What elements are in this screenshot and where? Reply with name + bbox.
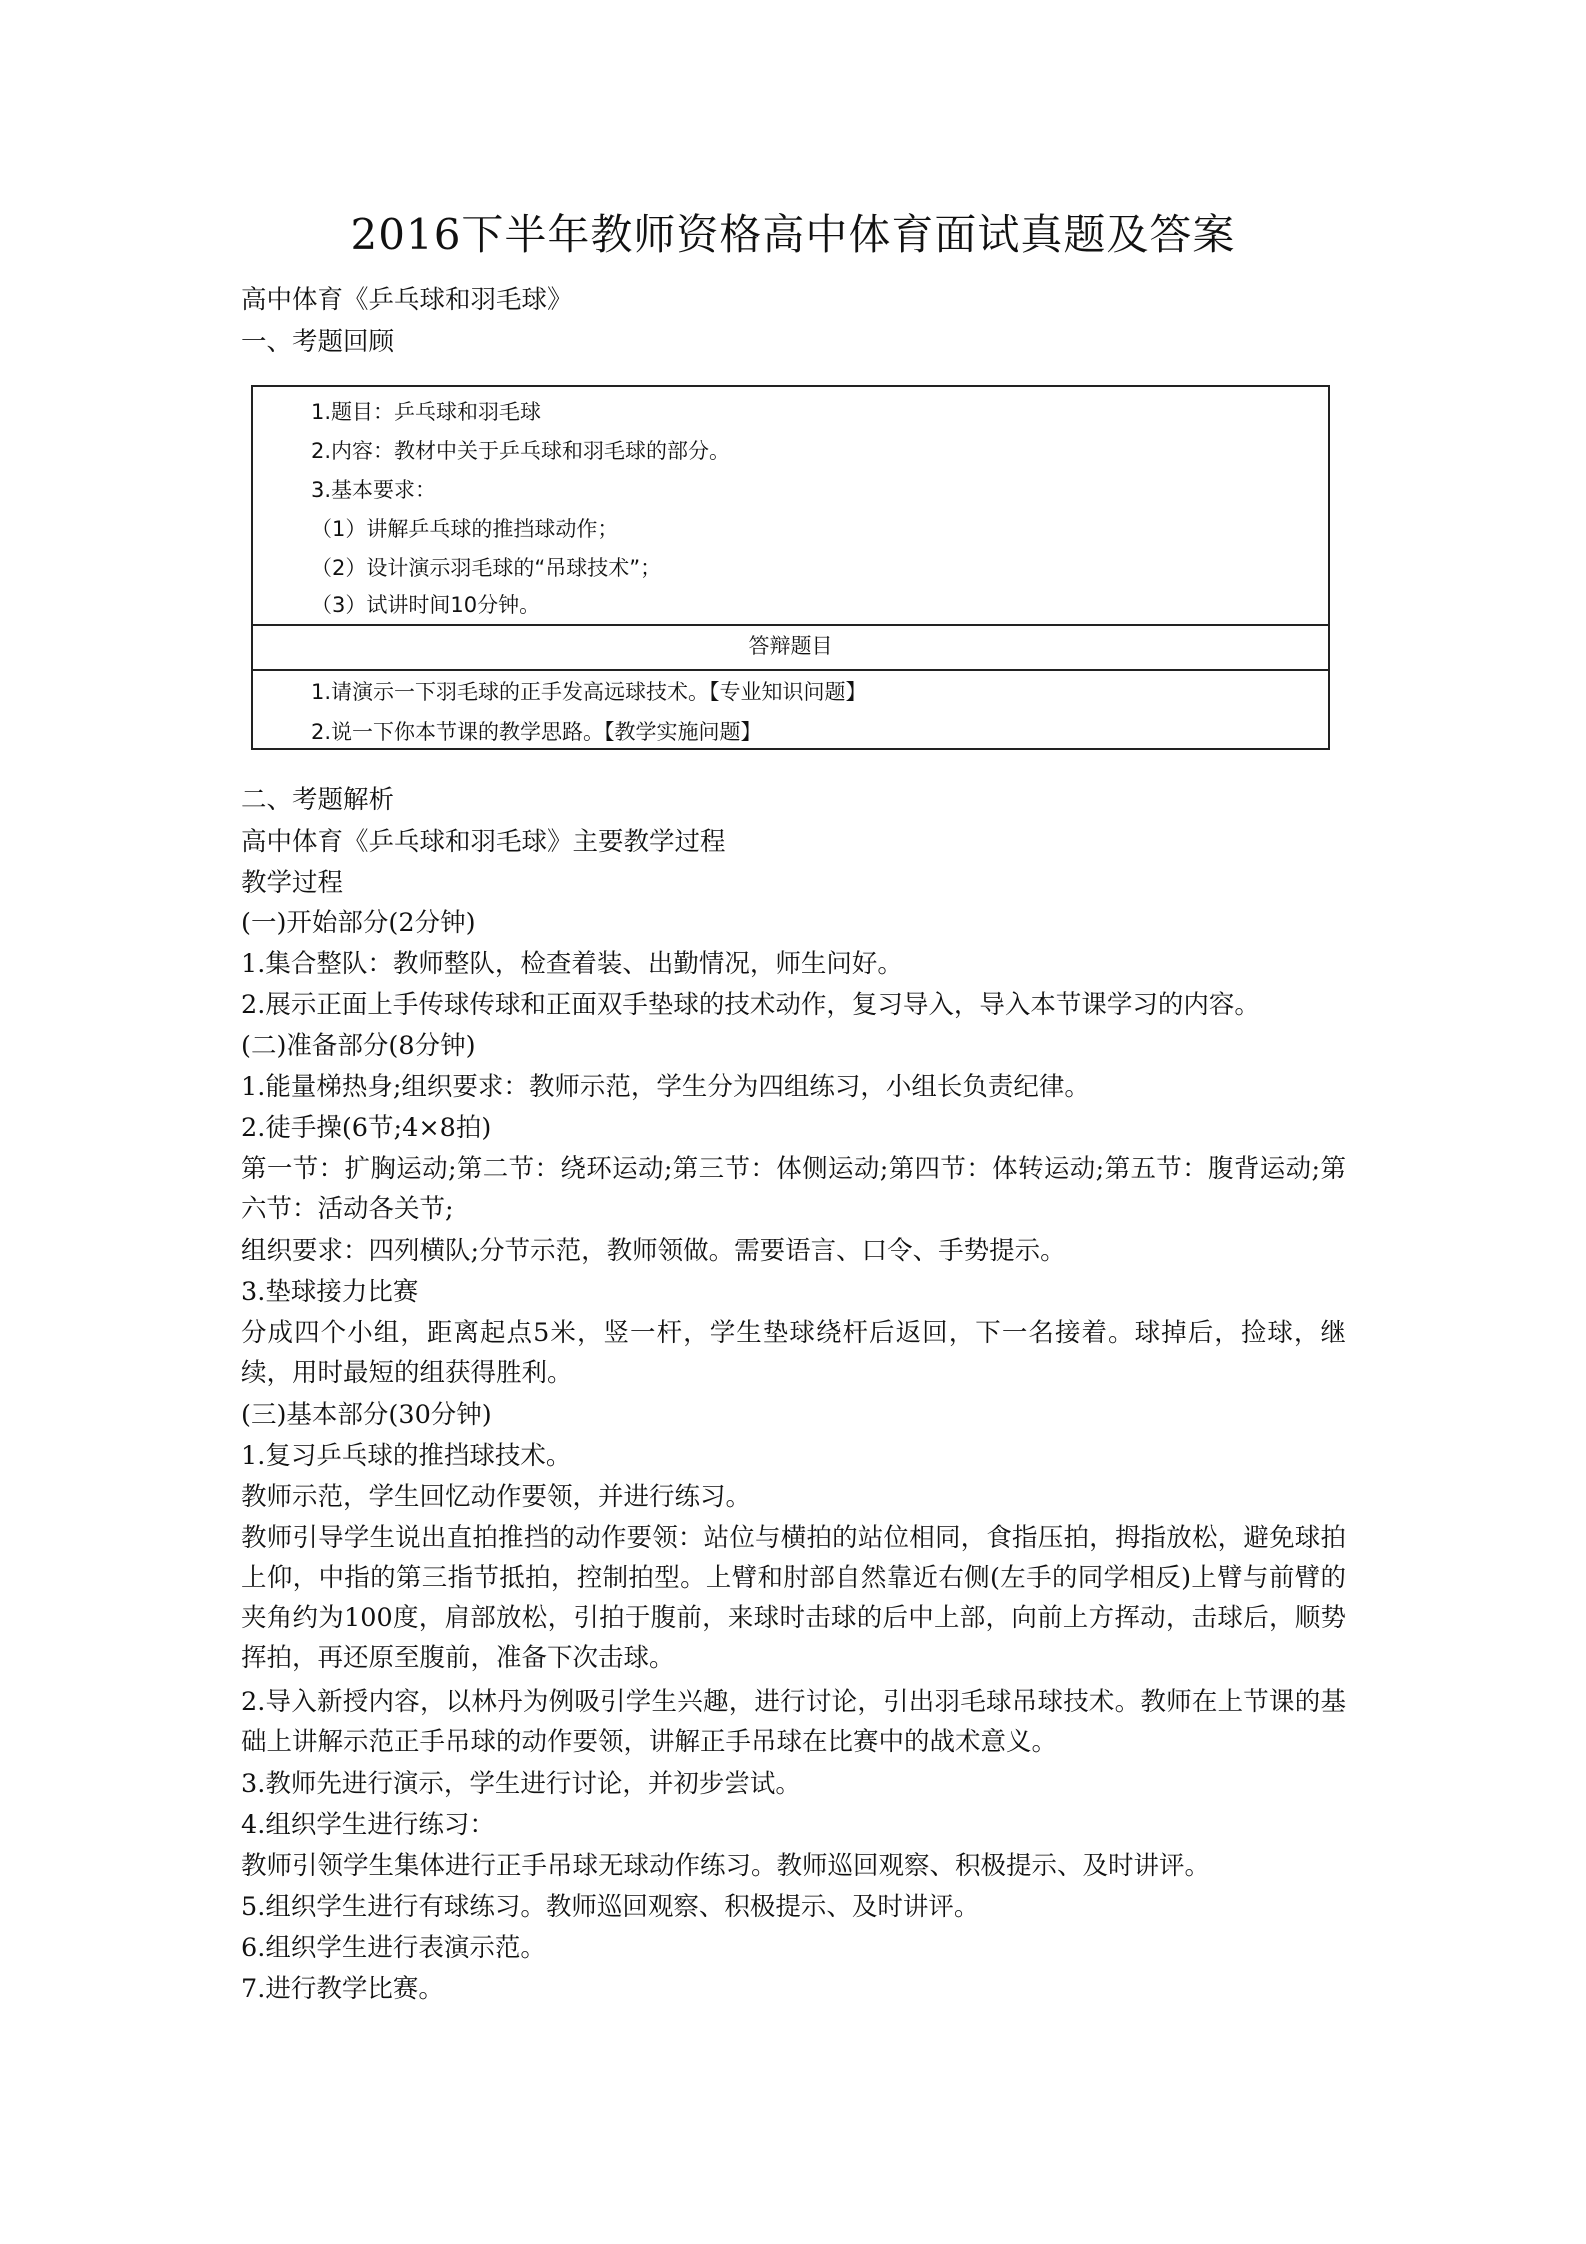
text-line: 组织要求：四列横队;分节示范，教师领做。需要语言、口令、手势提示。 [241,1236,1066,1266]
exam-question-table [251,385,1330,750]
paragraph: 分成四个小组，距离起点5米，竖一杆，学生垫球绕杆后返回，下一名接着。球掉后，捡球，继续，用时最短的组获得胜利。 [241,1318,1346,1388]
text-line: 4.组织学生进行练习： [241,1810,495,1840]
defense-question: 2.说一下你本节课的教学思路。【教学实施问题】 [311,720,762,744]
text-line: 高中体育《乒乓球和羽毛球》主要教学过程 [241,827,726,857]
requirement-line: （1）讲解乒乓球的推挡球动作； [311,517,619,541]
text-line: 3.教师先进行演示，学生进行讨论，并初步尝试。 [241,1769,801,1799]
text-line: 5.组织学生进行有球练习。教师巡回观察、积极提示、及时讲评。 [241,1892,980,1922]
text-line: 1.集合整队：教师整队，检查着装、出勤情况，师生问好。 [241,949,903,979]
paragraph: 第一节：扩胸运动;第二节：绕环运动;第三节：体侧运动;第四节：体转运动;第五节：腹背运动;第六节：活动各关节; [241,1154,1346,1224]
section-heading: 一、考题回顾 [241,327,395,357]
requirement-line: 2.内容：教材中关于乒乓球和羽毛球的部分。 [311,439,731,463]
text-line: 7.进行教学比赛。 [241,1974,444,2004]
requirement-line: （2）设计演示羽毛球的“吊球技术”； [311,556,662,580]
part-heading: (三)基本部分(30分钟) [241,1400,492,1430]
requirement-line: 1.题目：乒乓球和羽毛球 [311,400,542,424]
paragraph: 2.导入新授内容，以林丹为例吸引学生兴趣，进行讨论，引出羽毛球吊球技术。教师在上节课的基础上讲解示范正手吊球的动作要领，讲解正手吊球在比赛中的战术意义。 [241,1687,1346,1757]
paragraph: 教师引导学生说出直拍推挡的动作要领：站位与横拍的站位相同，食指压拍，拇指放松，避免球拍上仰，中指的第三指节抵拍，控制拍型。上臂和肘部自然靠近右侧(左手的同学相反)上臂与前臂的夹角约为100度，肩部放松，引拍于腹前，来球时击球的后中上部，向前上方挥动，击球后，顺势挥拍，再还原至腹前，准备下次击球。 [241,1523,1346,1673]
text-line: 6.组织学生进行表演示范。 [241,1933,546,1963]
document-title: 2016下半年教师资格高中体育面试真题及答案 [350,210,1236,259]
text-line: 2.徒手操(6节;4×8拍) [241,1113,492,1143]
section-heading: 二、考题解析 [241,785,395,815]
requirement-line: （3）试讲时间10分钟。 [311,593,541,617]
defense-header: 答辩题目 [253,624,1328,671]
text-line: 教学过程 [241,868,344,898]
defense-cell [253,671,1328,751]
defense-question: 1.请演示一下羽毛球的正手发高远球技术。【专业知识问题】 [311,680,867,704]
text-line: 1.能量梯热身;组织要求：教师示范，学生分为四组练习，小组长负责纪律。 [241,1072,1090,1102]
requirements-cell [253,387,1328,626]
text-line: 1.复习乒乓球的推挡球技术。 [241,1441,572,1471]
part-heading: (一)开始部分(2分钟) [241,908,476,938]
requirement-line: 3.基本要求： [311,478,437,502]
text-line: 3.垫球接力比赛 [241,1277,419,1307]
text-line: 2.展示正面上手传球传球和正面双手垫球的技术动作，复习导入，导入本节课学习的内容。 [241,990,1260,1020]
text-line: 教师示范，学生回忆动作要领，并进行练习。 [241,1482,752,1512]
subtitle: 高中体育《乒乓球和羽毛球》 [241,285,573,315]
part-heading: (二)准备部分(8分钟) [241,1031,476,1061]
text-line: 教师引领学生集体进行正手吊球无球动作练习。教师巡回观察、积极提示、及时讲评。 [241,1851,1211,1881]
